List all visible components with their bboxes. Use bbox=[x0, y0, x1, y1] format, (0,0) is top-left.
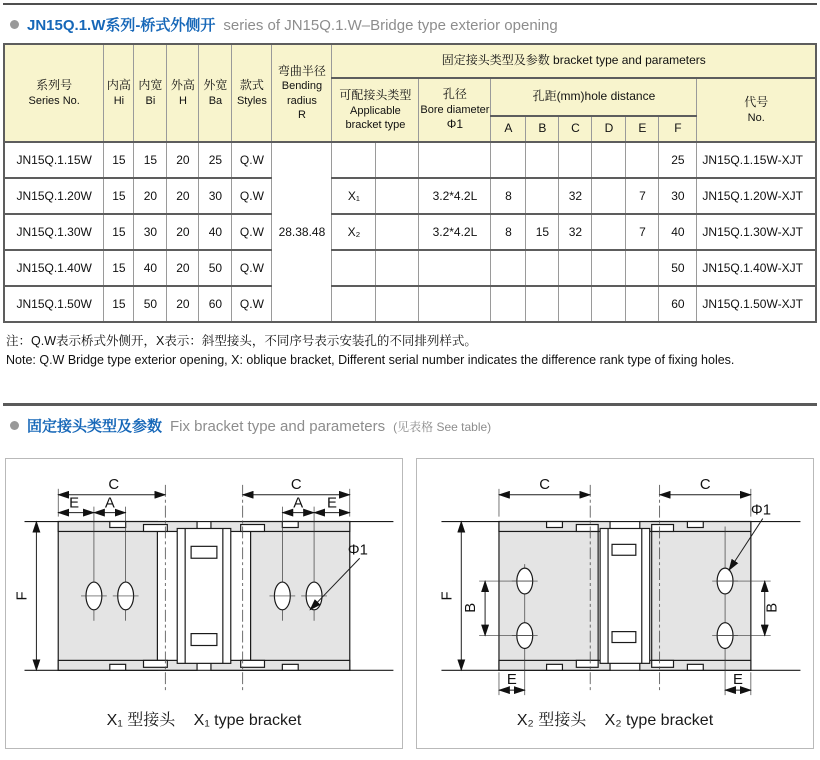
diagram-x1-caption-en: X₁ type bracket bbox=[193, 711, 302, 729]
diagrams bbox=[0, 442, 820, 749]
th-styles-cn: 款式 bbox=[239, 78, 264, 93]
series-cell: JN15Q.1.30W bbox=[4, 214, 104, 250]
diagram-x1-caption bbox=[10, 707, 398, 730]
th-col-f: F bbox=[659, 116, 697, 142]
section1-title bbox=[0, 5, 820, 41]
th-bracket-type bbox=[332, 78, 419, 142]
th-ba-en: Ba bbox=[208, 94, 223, 107]
th-h-cn: 外高 bbox=[170, 78, 195, 93]
dim-label-b: B bbox=[764, 602, 781, 613]
dim-label-c: C bbox=[539, 476, 550, 493]
series-cell: JN15Q.1.50W bbox=[4, 286, 104, 322]
diagram-x2-drawing bbox=[421, 467, 809, 705]
th-bi bbox=[134, 44, 167, 142]
th-series-en: Series No. bbox=[28, 94, 80, 107]
section1-title-cn: JN15Q.1.W系列-桥式外侧开 bbox=[27, 17, 216, 34]
series-cell: JN15Q.1.15W bbox=[4, 142, 104, 178]
th-radius-en3: R bbox=[297, 108, 306, 121]
dim-label-c: C bbox=[108, 476, 120, 493]
note-cn: 注：Q.W表示桥式外侧开，X表示：斜型接头，不同序号表示安装孔的不同排列样式。 bbox=[6, 334, 477, 348]
dim-label-b: B bbox=[463, 602, 480, 613]
th-styles-en: Styles bbox=[236, 94, 267, 107]
diagram-x1-drawing bbox=[10, 467, 398, 705]
th-series bbox=[4, 44, 104, 142]
code-cell: JN15Q.1.30W-XJT bbox=[697, 214, 816, 250]
diagram-x2-caption-cn: X₂ 型接头 bbox=[516, 711, 587, 729]
th-styles bbox=[232, 44, 272, 142]
table-row: JN15Q.1.30W 15 30 20 40 Q.W X₂ 3.2*4.2L 8 15 32 7 40 JN15Q.1.30W-XJT bbox=[4, 214, 816, 250]
section2-title-cn: 固定接头类型及参数 bbox=[27, 417, 163, 435]
th-col-b: B bbox=[526, 116, 559, 142]
table-row: JN15Q.1.15W 15 15 20 25 Q.W 28.38.48 25 JN15Q.1.15W-XJT bbox=[4, 142, 816, 178]
diagram-x2-box bbox=[416, 458, 814, 749]
bullet-icon bbox=[10, 20, 19, 29]
th-hi-en: Hi bbox=[113, 94, 125, 107]
table-row: JN15Q.1.20W 15 20 20 30 Q.W X₁ 3.2*4.2L 8 32 7 30 JN15Q.1.20W-XJT bbox=[4, 178, 816, 214]
th-radius-en1: Bending bbox=[281, 80, 323, 93]
th-hi bbox=[104, 44, 134, 142]
th-col-a: A bbox=[491, 116, 526, 142]
dim-label-e: E bbox=[326, 495, 337, 512]
dim-label-f: F bbox=[14, 590, 31, 600]
diagram-x1-box bbox=[5, 458, 403, 749]
dim-label-c: C bbox=[290, 476, 302, 493]
series-cell: JN15Q.1.20W bbox=[4, 178, 104, 214]
th-group-en: bracket type and parameters bbox=[553, 53, 706, 68]
section2-title bbox=[0, 406, 820, 442]
section1-title-en: series of JN15Q.1.W–Bridge type exterior opening bbox=[223, 17, 558, 34]
th-group-cn: 固定接头类型及参数 bbox=[441, 53, 550, 68]
th-group bbox=[332, 44, 816, 78]
table-row: JN15Q.1.50W 15 50 20 60 Q.W 60 JN15Q.1.50W-XJT bbox=[4, 286, 816, 322]
dim-label-c: C bbox=[699, 476, 711, 493]
th-hole-distance: 孔距(mm)hole distance bbox=[491, 78, 697, 116]
th-code bbox=[697, 78, 816, 142]
series-cell: JN15Q.1.40W bbox=[4, 250, 104, 286]
th-bore-cn: 孔径 bbox=[442, 87, 467, 102]
th-bi-en: Bi bbox=[145, 94, 156, 107]
th-ba bbox=[199, 44, 232, 142]
th-bracket-cn: 可配接头类型 bbox=[339, 87, 412, 102]
th-ba-cn: 外宽 bbox=[203, 78, 228, 93]
bullet-icon bbox=[10, 421, 19, 430]
spec-table bbox=[3, 43, 817, 323]
note-en: Note: Q.W Bridge type exterior opening, X: oblique bracket, Different serial number indicates the difference rank type of fixing holes. bbox=[6, 352, 735, 367]
bending-radius-cell: 28.38.48 bbox=[272, 142, 332, 322]
code-cell: JN15Q.1.20W-XJT bbox=[697, 178, 816, 214]
th-bore-en: Bore diameter bbox=[420, 103, 490, 116]
dim-label-f: F bbox=[439, 590, 456, 600]
diagram-x2-caption-en: X₂ type bracket bbox=[604, 711, 714, 729]
table-row: JN15Q.1.40W 15 40 20 50 Q.W 50 JN15Q.1.40W-XJT bbox=[4, 250, 816, 286]
dim-label-e: E bbox=[733, 671, 743, 688]
dim-label-e: E bbox=[506, 671, 517, 688]
dim-label-a: A bbox=[293, 495, 304, 512]
th-series-cn: 系列号 bbox=[36, 78, 73, 93]
code-cell: JN15Q.1.15W-XJT bbox=[697, 142, 816, 178]
notes bbox=[6, 332, 820, 370]
th-col-d: D bbox=[592, 116, 626, 142]
section2-title-en: Fix bracket type and parameters bbox=[170, 417, 386, 435]
th-col-c: C bbox=[559, 116, 592, 142]
dim-label-e: E bbox=[69, 495, 80, 512]
diagram-x1-caption-cn: X₁ 型接头 bbox=[106, 711, 176, 729]
dim-label-a: A bbox=[104, 495, 115, 512]
th-radius bbox=[272, 44, 332, 142]
diagram-x2-caption bbox=[421, 707, 809, 730]
th-bracket-en2: bracket type bbox=[345, 118, 406, 131]
th-radius-en2: radius bbox=[286, 94, 317, 107]
th-h-en: H bbox=[178, 94, 187, 107]
th-code-en: No. bbox=[747, 111, 765, 124]
th-radius-cn: 弯曲半径 bbox=[277, 63, 326, 78]
th-bi-cn: 内宽 bbox=[138, 78, 163, 93]
th-bracket-en1: Applicable bbox=[350, 104, 401, 117]
dim-label-phi1: Φ1 bbox=[347, 541, 368, 558]
th-bore-sym: Φ1 bbox=[446, 117, 464, 132]
code-cell: JN15Q.1.50W-XJT bbox=[697, 286, 816, 322]
th-hi-cn: 内高 bbox=[106, 78, 131, 93]
th-h bbox=[167, 44, 199, 142]
th-bore bbox=[419, 78, 491, 142]
section2-see-table: (见表格 See table) bbox=[393, 419, 492, 434]
th-code-cn: 代号 bbox=[744, 95, 769, 110]
code-cell: JN15Q.1.40W-XJT bbox=[697, 250, 816, 286]
th-col-e: E bbox=[626, 116, 659, 142]
dim-label-phi1: Φ1 bbox=[750, 502, 771, 519]
